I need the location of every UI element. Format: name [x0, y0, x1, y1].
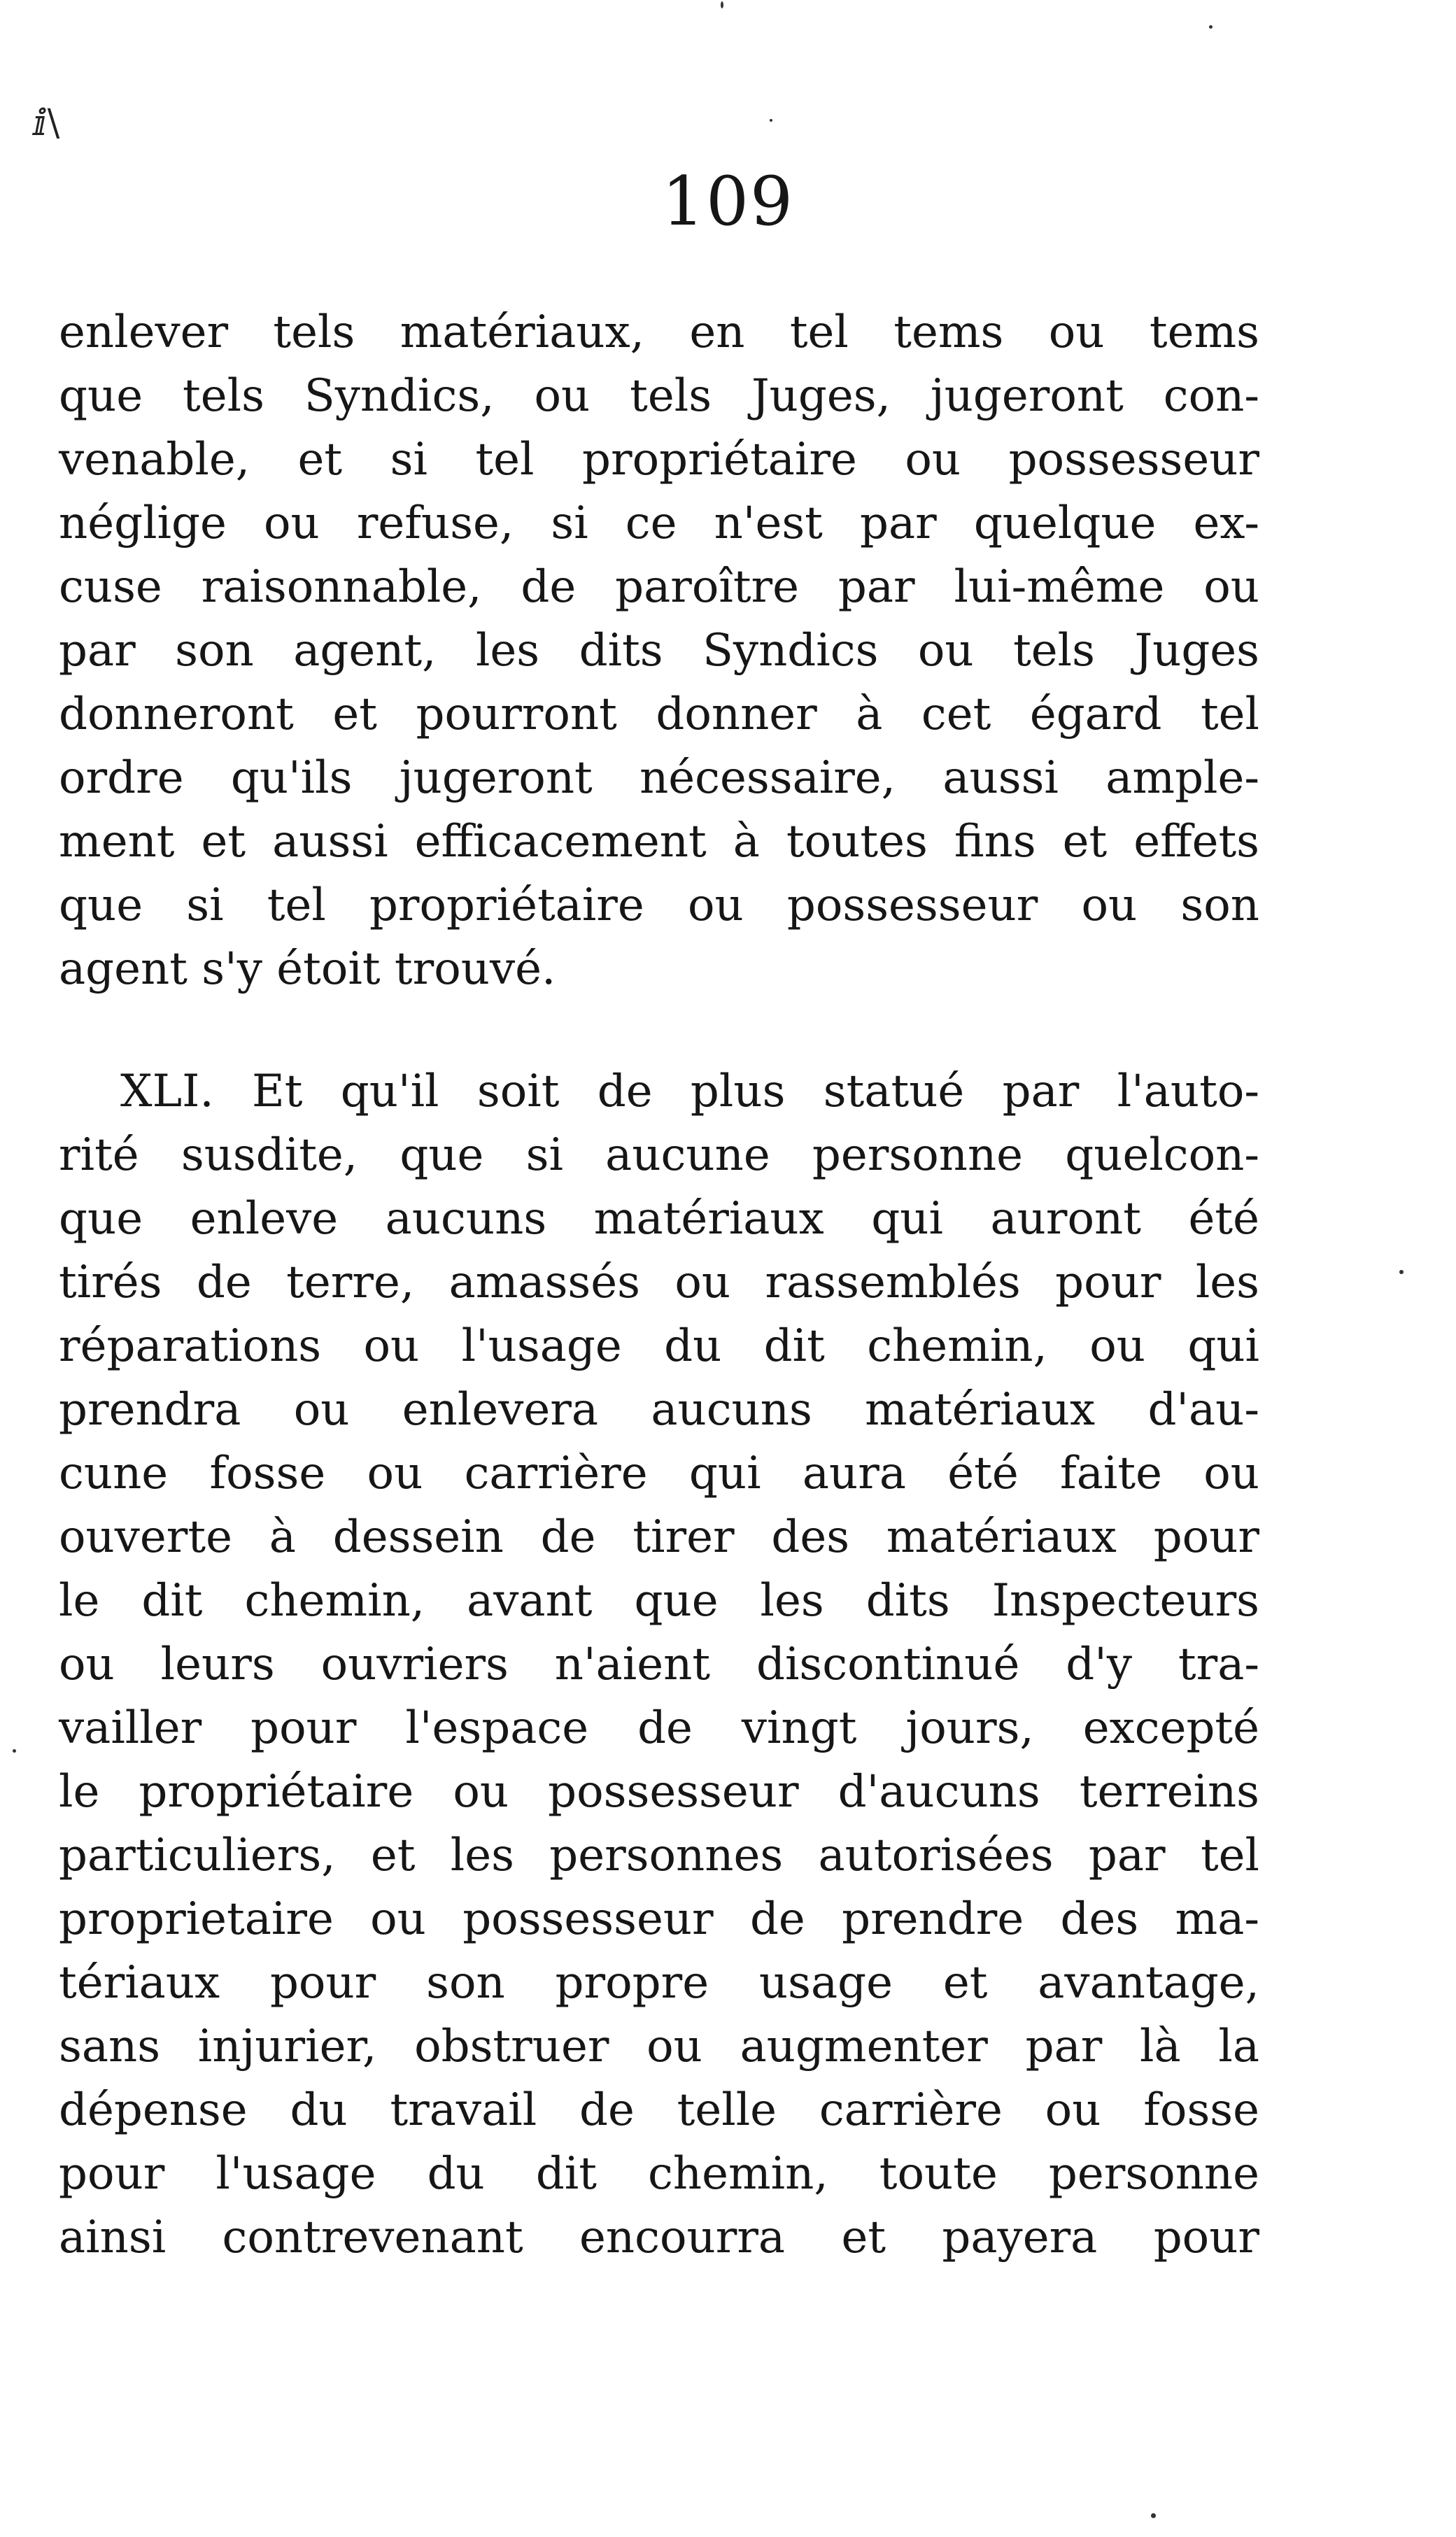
text-line: ouverte à dessein de tirer des matériaux pour [59, 1511, 1259, 1563]
text-line: réparations ou l'usage du dit chemin, ou qui [59, 1320, 1259, 1372]
text-line: néglige ou refuse, si ce n'est par quelque ex- [59, 497, 1259, 549]
text-line: par son agent, les dits Syndics ou tels Juges [59, 625, 1259, 677]
text-line: ainsi contrevenant encourra et payera pour [59, 2212, 1259, 2263]
text-line: sans injurier, obstruer ou augmenter par là la [59, 2021, 1259, 2072]
text-line: rité susdite, que si aucune personne quelcon- [59, 1129, 1259, 1181]
text-line: que enleve aucuns matériaux qui auront été [59, 1193, 1259, 1245]
text-line: ordre qu'ils jugeront nécessaire, aussi ample- [59, 752, 1259, 804]
text-line: XLI. Et qu'il soit de plus statué par l'auto- [120, 1066, 1259, 1117]
text-line: donneront et pourront donner à cet égard tel [59, 688, 1259, 740]
paragraph-1 [59, 301, 1259, 1001]
text-line: que si tel propriétaire ou possesseur ou son [59, 879, 1259, 931]
text-line: particuliers, et les personnes autorisées par tel [59, 1830, 1259, 1881]
text-line: proprietaire ou possesseur de prendre des ma- [59, 1893, 1259, 1945]
text-line: cuse raisonnable, de paroître par lui-même ou [59, 561, 1259, 613]
paragraph-2-article-xli [59, 1060, 1259, 2270]
text-line: le dit chemin, avant que les dits Inspecteurs [59, 1575, 1259, 1627]
speck [1399, 1270, 1404, 1274]
corner-mark: ⅈ\ [34, 102, 60, 144]
text-line: ment et aussi efficacement à toutes fins et effets [59, 816, 1259, 868]
text-line: venable, et si tel propriétaire ou possesseur [59, 434, 1259, 486]
speck [770, 119, 772, 122]
text-line: le propriétaire ou possesseur d'aucuns terreins [59, 1766, 1259, 1818]
text-line: que tels Syndics, ou tels Juges, jugeront con- [59, 370, 1259, 422]
speck [1151, 2513, 1156, 2518]
text-line: cune fosse ou carrière qui aura été faite ou [59, 1448, 1259, 1499]
text-line: agent s'y étoit trouvé. [59, 943, 556, 995]
text-line: prendra ou enlevera aucuns matériaux d'au- [59, 1384, 1259, 1436]
speck [13, 1749, 16, 1753]
text-line: tirés de terre, amassés ou rassemblés pour les [59, 1257, 1259, 1308]
text-line: tériaux pour son propre usage et avantage, [59, 1957, 1259, 2009]
text-line: ou leurs ouvriers n'aient discontinué d'y tra- [59, 1639, 1259, 1690]
page-number: 109 [661, 162, 795, 241]
speck [1209, 25, 1213, 29]
text-line: dépense du travail de telle carrière ou fosse [59, 2084, 1259, 2136]
text-line: enlever tels matériaux, en tel tems ou tems [59, 306, 1259, 358]
text-line: vailler pour l'espace de vingt jours, excepté [59, 1702, 1259, 1754]
speck [721, 1, 723, 8]
text-line: pour l'usage du dit chemin, toute personne [59, 2148, 1259, 2200]
